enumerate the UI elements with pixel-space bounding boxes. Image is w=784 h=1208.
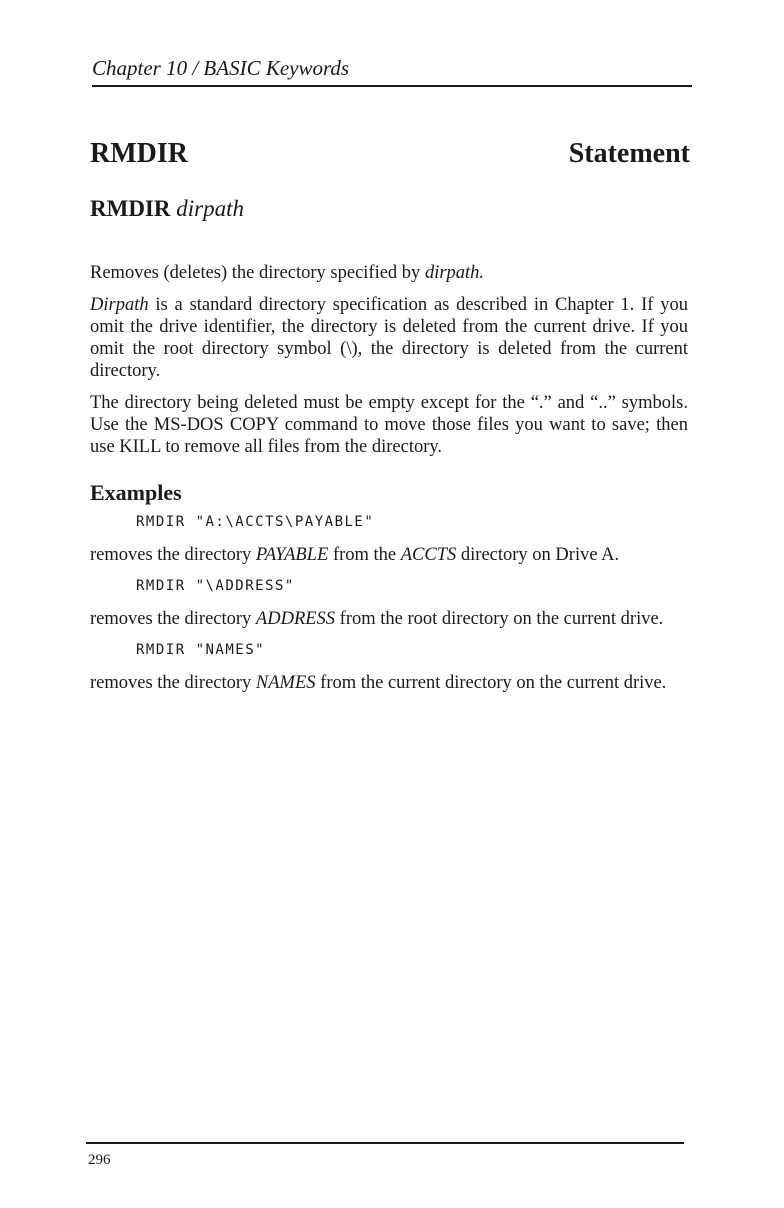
footer-rule [86,1142,684,1144]
text-run: removes the directory [90,609,256,629]
example-description [90,608,688,630]
examples-heading: Examples [90,480,182,505]
text-run-italic: NAMES [255,673,316,693]
syntax-argument: dirpath [176,196,244,221]
entry-category: Statement [568,138,690,169]
text-run-italic: Dirpath [90,295,149,315]
text-run: from the current directory on the current drive. [315,673,667,693]
paragraph-dirpath [90,294,688,382]
example-description [90,672,688,694]
text-run: removes the directory [90,545,256,565]
entry-title-row [90,138,690,170]
text-run: from the [328,545,401,565]
syntax-line [90,196,244,222]
text-run: Removes (deletes) the directory specified by [90,263,425,283]
paragraph-description [90,262,688,284]
example-description [90,544,688,566]
text-run: from the root directory on the current drive. [335,609,664,629]
text-run-italic: PAYABLE [255,545,329,565]
text-run-italic: ADDRESS [255,609,336,629]
text-run-italic: dirpath. [424,263,485,283]
running-head: Chapter 10 / BASIC Keywords [92,54,692,87]
text-run: is a standard directory specification as described in Chapter 1. If you omit the drive identifier, the directory is deleted from the current drive. If you omit the root directory symbol (\), the directory is deleted from the current directory. [90,295,688,381]
text-run-italic: ACCTS [400,545,457,565]
syntax-keyword: RMDIR [90,196,171,221]
page-number: 296 [88,1152,111,1168]
code-example: RMDIR "NAMES" [136,642,266,658]
paragraph-empty-requirement: The directory being deleted must be empty except for the “.” and “..” symbols. Use the MS-DOS COPY command to move those files you want to save; then use KILL to remove all files from the directory. [90,393,688,457]
text-run: directory on Drive A. [456,545,620,565]
text-run: removes the directory [90,673,256,693]
body-text [90,262,688,704]
entry-keyword: RMDIR [90,138,188,169]
code-example: RMDIR "\ADDRESS" [136,578,295,594]
code-example: RMDIR "A:\ACCTS\PAYABLE" [136,514,375,530]
